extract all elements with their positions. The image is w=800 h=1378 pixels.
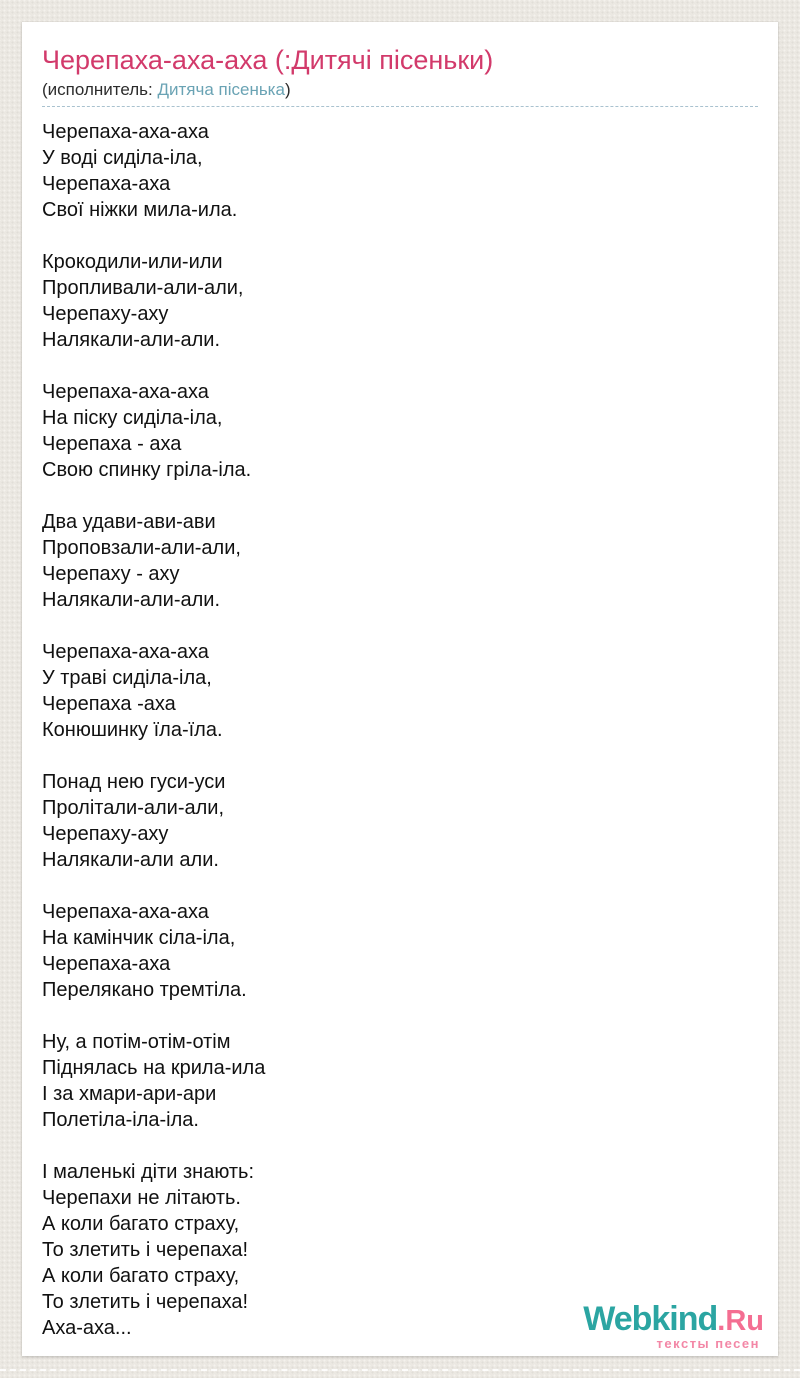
stanza-gap xyxy=(42,613,758,639)
lyric-line: Проповзали-али-али, xyxy=(42,537,241,559)
stanza-gap xyxy=(42,353,758,379)
lyric-line: У траві сиділа-іла, xyxy=(42,667,212,689)
lyric-line: І маленькі діти знають: xyxy=(42,1161,255,1183)
lyric-line: Пролітали-али-али, xyxy=(42,797,225,819)
lyric-line: Черепаху - аху xyxy=(42,563,180,585)
lyric-line: То злетить і черепаха! xyxy=(42,1291,249,1313)
stanza-gap xyxy=(42,743,758,769)
lyric-line: Черепаху-аху xyxy=(42,823,169,845)
lyric-line: Конюшинку їла-їла. xyxy=(42,719,223,741)
lyric-line: На піску сиділа-іла, xyxy=(42,407,223,429)
lyric-line: На камінчик сіла-іла, xyxy=(42,927,236,949)
lyric-line: Черепаха-аха-аха xyxy=(42,901,209,923)
page-title: Черепаха-аха-аха (:Дитячі пісеньки) xyxy=(42,45,494,75)
webkind-logo[interactable] xyxy=(583,1302,764,1352)
lyric-line: Пропливали-али-али, xyxy=(42,277,244,299)
lyric-line: Черепаха-аха xyxy=(42,173,171,195)
lyric-line: Полетіла-іла-іла. xyxy=(42,1109,199,1131)
lyric-line: Черепаха-аха-аха xyxy=(42,121,209,143)
lyric-line: Черепаха-аха-аха xyxy=(42,641,209,663)
logo-tagline: тексты песен xyxy=(656,1336,760,1351)
performer-suffix: ) xyxy=(284,80,291,99)
lyrics-card xyxy=(22,22,778,1356)
stanza-gap xyxy=(42,483,758,509)
lyric-line: А коли багато страху, xyxy=(42,1265,240,1287)
lyric-line: Черепаха-аха-аха xyxy=(42,381,209,403)
lyric-line: Налякали-али-али. xyxy=(42,329,221,351)
lyric-line: Налякали-али-али. xyxy=(42,589,221,611)
lyric-line: Свої ніжки мила-ила. xyxy=(42,199,238,221)
lyric-line: Черепахи не літають. xyxy=(42,1187,241,1209)
stanza-gap xyxy=(42,873,758,899)
stanza-gap xyxy=(42,1133,758,1159)
lyric-line: Свою спинку гріла-іла. xyxy=(42,459,252,481)
lyric-line: А коли багато страху, xyxy=(42,1213,240,1235)
performer-link[interactable]: Дитяча пісенька xyxy=(157,80,285,99)
stanza-gap xyxy=(42,1003,758,1029)
logo-ru-text: .Ru xyxy=(717,1305,764,1337)
lyrics-text xyxy=(42,119,758,1341)
lyric-line: Черепаха-аха xyxy=(42,953,171,975)
lyric-line: Перелякано тремтіла. xyxy=(42,979,247,1001)
lyric-line: І за хмари-ари-ари xyxy=(42,1083,217,1105)
lyric-line: Черепаха -аха xyxy=(42,693,176,715)
lyric-line: Черепаху-аху xyxy=(42,303,169,325)
lyric-line: Крокодили-или-или xyxy=(42,251,223,273)
performer-line xyxy=(42,79,758,107)
lyric-line: Два удави-ави-ави xyxy=(42,511,216,533)
background-dashed-line xyxy=(0,1369,800,1371)
lyric-line: Черепаха - аха xyxy=(42,433,182,455)
lyric-line: Ну, а потім-отім-отім xyxy=(42,1031,231,1053)
logo-webkind-text: Webkind xyxy=(583,1300,718,1338)
stanza-gap xyxy=(42,223,758,249)
lyric-line: Аха-аха... xyxy=(42,1317,132,1339)
lyric-line: У воді сиділа-іла, xyxy=(42,147,203,169)
lyric-line: Піднялась на крила-ила xyxy=(42,1057,266,1079)
lyric-line: Налякали-али али. xyxy=(42,849,219,871)
lyric-line: То злетить і черепаха! xyxy=(42,1239,249,1261)
performer-prefix: (исполнитель: xyxy=(42,80,158,99)
lyric-line: Понад нею гуси-уси xyxy=(42,771,226,793)
